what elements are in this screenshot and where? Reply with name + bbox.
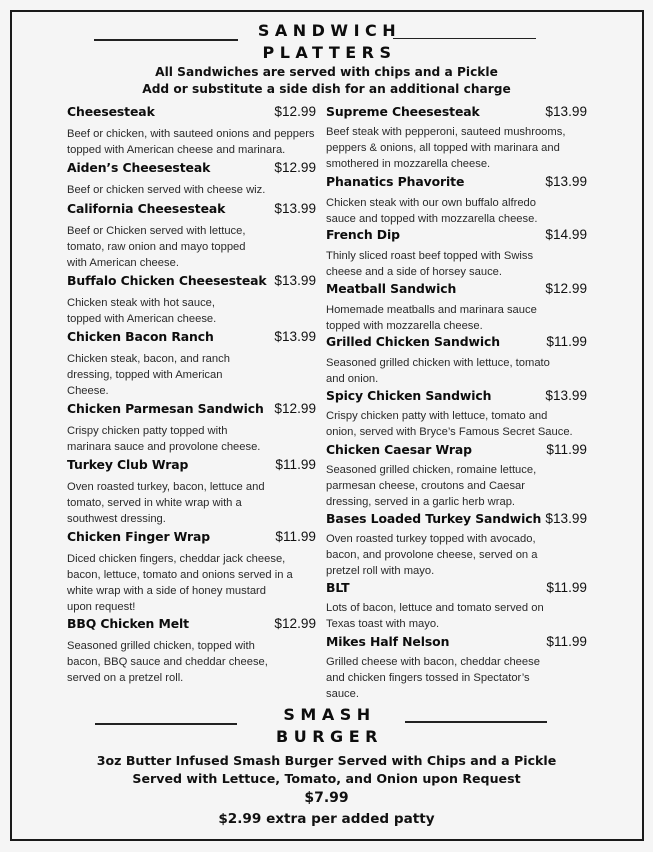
item-name: BBQ Chicken Melt: [67, 616, 189, 631]
item-name: Chicken Parmesan Sandwich: [67, 401, 264, 416]
item-price: $11.99: [546, 634, 587, 649]
item-price: $11.99: [546, 334, 587, 349]
item-price: $11.99: [275, 457, 316, 472]
menu-item: [326, 174, 587, 227]
item-price: $14.99: [545, 227, 587, 242]
item-price: $12.99: [274, 401, 316, 416]
item-description: Chicken steak with our own buffalo alfredo sauce and topped with mozzarella cheese.: [326, 197, 538, 225]
burger-description: 3oz Butter Infused Smash Burger Served with Chips and a Pickle: [96, 753, 557, 768]
item-description: Lots of bacon, lettuce and tomato served on Texas toast with mayo.: [326, 602, 544, 630]
section-title-sandwich: SANDWICH: [257, 21, 402, 40]
item-name: Phanatics Phavorite: [326, 174, 465, 189]
item-description: Chicken steak, bacon, and ranch dressing, topped with American Cheese.: [67, 353, 230, 397]
item-name: BLT: [326, 580, 350, 595]
item-description: Oven roasted turkey, bacon, lettuce and tomato, served in white wrap with a southwest dressing.: [67, 481, 265, 525]
menu-item: [67, 329, 316, 399]
item-name: Meatball Sandwich: [326, 281, 457, 296]
burger-price: $7.99: [304, 790, 349, 806]
menu-item: [67, 104, 316, 158]
item-price: $12.99: [274, 616, 316, 631]
menu-item: [67, 401, 316, 455]
item-name: Turkey Club Wrap: [67, 457, 189, 472]
item-name: Grilled Chicken Sandwich: [326, 334, 500, 349]
menu-item: [326, 634, 587, 702]
item-description: Crispy chicken patty topped with marinara sauce and provolone cheese.: [67, 425, 261, 453]
item-description: Crispy chicken patty with lettuce, tomato and onion, served with Bryce’s Famous Secret Sauce.: [326, 410, 573, 438]
section-title-platters: PLATTERS: [262, 43, 397, 62]
item-description: Beef or chicken served with cheese wiz.: [67, 184, 266, 196]
item-description: Seasoned grilled chicken, romaine lettuce, parmesan cheese, croutons and Caesar dressing, served in a garlic herb wrap.: [326, 464, 537, 508]
menu-item: [326, 334, 587, 387]
item-name: Aiden’s Cheesesteak: [67, 160, 211, 175]
section-title-smash: SMASH: [283, 705, 376, 724]
item-description: Beef or chicken, with sauteed onions and peppers topped with American cheese and marinara.: [67, 128, 315, 156]
sandwich-subtitle-side: Add or substitute a side dish for an additional charge: [142, 82, 511, 96]
item-price: $11.99: [546, 442, 587, 457]
item-description: Beef or Chicken served with lettuce, tomato, raw onion and mayo topped with American cheese.: [67, 225, 246, 269]
item-description: Chicken steak with hot sauce, topped with American cheese.: [67, 297, 217, 325]
section-title-burger: BURGER: [276, 727, 383, 746]
item-price: $12.99: [274, 104, 316, 119]
item-name: Spicy Chicken Sandwich: [326, 388, 492, 403]
burger-toppings: Served with Lettuce, Tomato, and Onion upon Request: [132, 771, 521, 786]
item-name: French Dip: [326, 227, 400, 242]
item-name: Supreme Cheesesteak: [326, 104, 480, 119]
item-name: Chicken Bacon Ranch: [67, 329, 214, 344]
item-description: Seasoned grilled chicken, topped with bacon, BBQ sauce and cheddar cheese, served on a pretzel roll.: [67, 640, 268, 684]
item-name: Bases Loaded Turkey Sandwich: [326, 511, 542, 526]
menu-item: [67, 529, 316, 615]
item-price: $13.99: [274, 201, 316, 216]
item-price: $13.99: [545, 511, 587, 526]
item-description: Homemade meatballs and marinara sauce topped with mozzarella cheese.: [326, 304, 537, 332]
menu-item: [326, 511, 587, 579]
menu-item: [67, 457, 316, 527]
item-name: Cheesesteak: [67, 104, 155, 119]
menu-item: [326, 104, 587, 172]
item-price: $13.99: [274, 273, 316, 288]
item-name: Buffalo Chicken Cheesesteak: [67, 273, 267, 288]
item-price: $11.99: [275, 529, 316, 544]
item-description: Beef steak with pepperoni, sauteed mushrooms, peppers & onions, all topped with marinara and smothered in mozzarella cheese.: [326, 126, 566, 170]
item-name: California Cheesesteak: [67, 201, 226, 216]
menu-item: [326, 227, 587, 280]
item-description: Grilled cheese with bacon, cheddar cheese and chicken fingers tossed in Spectator’s sauce.: [326, 656, 540, 700]
item-name: Chicken Caesar Wrap: [326, 442, 472, 457]
item-description: Seasoned grilled chicken with lettuce, tomato and onion.: [326, 357, 550, 385]
item-price: $13.99: [545, 104, 587, 119]
item-price: $12.99: [274, 160, 316, 175]
menu-item: [67, 201, 316, 271]
menu-item: [67, 273, 316, 327]
menu-item: [326, 281, 587, 334]
sandwich-subtitle-chips: All Sandwiches are served with chips and a Pickle: [155, 65, 498, 79]
menu-item: [67, 160, 316, 198]
item-price: $12.99: [545, 281, 587, 296]
item-price: $13.99: [274, 329, 316, 344]
menu-item: [326, 442, 587, 510]
menu-item: [326, 580, 587, 632]
menu-item: [67, 616, 316, 686]
item-price: $11.99: [546, 580, 587, 595]
item-price: $13.99: [545, 388, 587, 403]
burger-extra-patty: $2.99 extra per added patty: [218, 811, 435, 827]
item-name: Chicken Finger Wrap: [67, 529, 211, 544]
item-description: Thinly sliced roast beef topped with Swiss cheese and a side of horsey sauce.: [326, 250, 534, 278]
item-description: Oven roasted turkey topped with avocado, bacon, and provolone cheese, served on a pretzel roll with mayo.: [326, 533, 538, 577]
item-price: $13.99: [545, 174, 587, 189]
menu-item: [326, 388, 587, 440]
item-name: Mikes Half Nelson: [326, 634, 450, 649]
item-description: Diced chicken fingers, cheddar jack cheese, bacon, lettuce, tomato and onions served in a white wrap with a side of honey mustard upon request!: [67, 553, 293, 613]
